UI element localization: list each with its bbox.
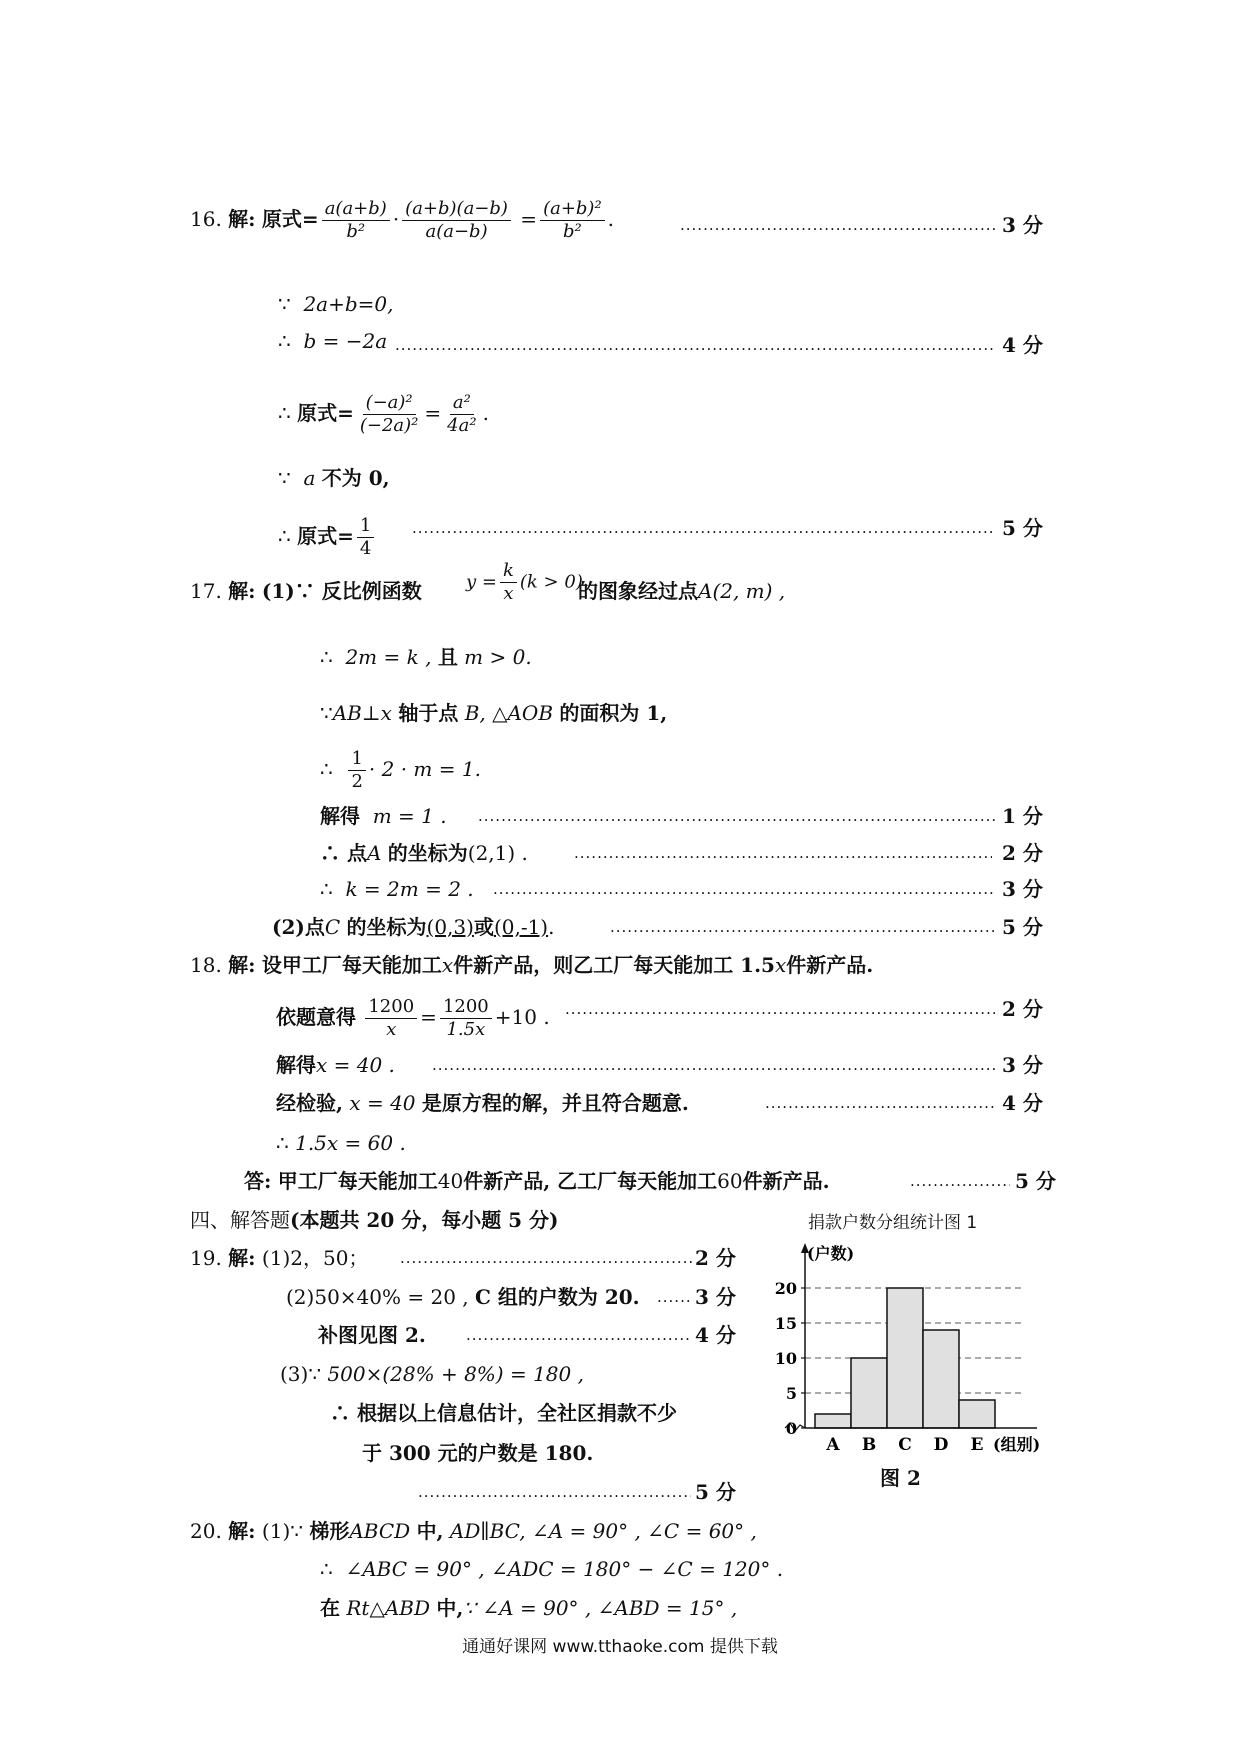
- q18-line-4: 经检验, x = 40 是原方程的解，并且符合题意.: [276, 1091, 689, 1115]
- q18-answer: 答: 甲工厂每天能加工40件新产品, 乙工厂每天能加工60件新产品.: [244, 1169, 830, 1193]
- category-label-B: B: [861, 1435, 877, 1455]
- q17-leader-3: [493, 876, 995, 902]
- q19-line-4: (3)∵ 500×(28% + 8%) = 180 ,: [280, 1362, 584, 1386]
- bar-A: [815, 1414, 851, 1428]
- q17-line-3: ∵AB⊥x 轴于点 B, △AOB 的面积为 1,: [320, 701, 668, 725]
- q17-score-2: 2 分: [1002, 841, 1043, 865]
- q19-line-6: 于 300 元的户数是 180.: [362, 1441, 594, 1465]
- q18-leader-4: [910, 1168, 1010, 1194]
- q16-line-2: ∵ 2a+b=0,: [278, 292, 394, 316]
- q18-score-1: 2 分: [1002, 997, 1043, 1021]
- q16-leader-3: [412, 515, 995, 541]
- q16-line-4: ∴ 原式= $\frac{\text{(−a)²}}{\text{(−2a)²}}$ = $\frac{\text{a²}}{\text{4a²}}$ .: [278, 392, 489, 436]
- q16-score-1: 3 分: [1002, 213, 1043, 237]
- q19-leader-4: [418, 1479, 691, 1505]
- q17-score-3: 3 分: [1002, 877, 1043, 901]
- q18-leader-3: [765, 1090, 995, 1116]
- q16-fraction-2: $\frac{(a+b)(a-b)}{a(a-b)}$: [402, 198, 511, 243]
- q16-score-2: 4 分: [1002, 333, 1043, 357]
- section-4-heading: 四、解答题(本题共 20 分，每小题 5 分): [190, 1208, 559, 1232]
- q16-leader-1: [680, 212, 998, 238]
- q17-line-4: ∴ $\frac{1}{2}$ · 2 · m = 1.: [320, 748, 481, 792]
- q18-score-3: 4 分: [1002, 1091, 1043, 1115]
- q20-line-1: 20. 解: (1)∵ 梯形ABCD 中, AD∥BC, ∠A = 90° , ∠C = 60° ,: [190, 1519, 757, 1543]
- q18-line-3: 解得x = 40 .: [276, 1053, 395, 1077]
- q20-line-3: 在 Rt△ABD 中,∵ ∠A = 90° , ∠ABD = 15° ,: [320, 1596, 738, 1620]
- q19-leader-3: [466, 1322, 691, 1348]
- q17-line-2: ∴ 2m = k , 且 m > 0.: [320, 645, 532, 669]
- figure-caption: 图 2: [880, 1466, 921, 1490]
- q19-line-1: 19. 解: (1)2，50；: [190, 1246, 369, 1270]
- q17-leader-2: [574, 840, 992, 866]
- q16-line-6: ∴ 原式= $\frac{1}{4}$: [278, 515, 377, 560]
- q18-score-4: 5 分: [1015, 1169, 1056, 1193]
- q16-line-5: ∵ a 不为 0,: [278, 466, 390, 490]
- q17-score-1: 1 分: [1002, 804, 1043, 828]
- q16-fraction-3: $\frac{\text{(a+b)²}}{\text{b²}}$: [540, 198, 605, 243]
- q18-score-2: 3 分: [1002, 1053, 1043, 1077]
- q20-line-2: ∴ ∠ABC = 90° , ∠ADC = 180° − ∠C = 120° .: [320, 1557, 784, 1581]
- q18-leader-1: [565, 996, 995, 1022]
- q16-line-1: 16. 解: 原式= $\frac{a(a+b)}{\text{b²}}$ · $\frac{(a+b)(a-b)}{a(a-b)}$ = $\frac{\text{(a+b)²}}{\text{b²}}$ .: [190, 198, 615, 242]
- bar-C: [887, 1288, 923, 1428]
- y-tick-label: 5: [785, 1384, 797, 1403]
- q17-line-1b: 的图象经过点A(2, m) ,: [578, 579, 786, 603]
- q16-jie: 解:: [228, 207, 256, 231]
- q16-number: 16.: [190, 207, 222, 231]
- q18-line-5: ∴ 1.5x = 60 .: [276, 1131, 406, 1155]
- q17-line-6: ∴ 点A 的坐标为(2,1) .: [320, 841, 528, 865]
- chart-title: 捐款户数分组统计图 1: [808, 1213, 978, 1233]
- q19-line-2: (2)50×40% = 20 , C 组的户数为 20.: [286, 1285, 640, 1309]
- q16-yuanshi: 原式=: [261, 207, 319, 231]
- q19-line-5: ∴ 根据以上信息估计，全社区捐款不少: [330, 1401, 677, 1425]
- q19-score-1: 2 分: [695, 1246, 736, 1270]
- y-tick-label: 0: [785, 1419, 797, 1438]
- q18-line-2: 依题意得 $\frac{1200}{x}$ = $\frac{1200}{1.5x}$ +10 .: [276, 996, 550, 1040]
- q16-leader-2: [395, 332, 995, 358]
- q18-line-1: 18. 解: 设甲工厂每天能加工x件新产品，则乙工厂每天能加工 1.5x件新产品.: [190, 953, 874, 977]
- bar-E: [959, 1400, 995, 1428]
- q19-score-2: 3 分: [695, 1285, 736, 1309]
- y-tick-label: 15: [774, 1314, 797, 1333]
- category-label-C: C: [898, 1435, 912, 1455]
- x-axis-label: (组别): [993, 1435, 1041, 1454]
- bar-D: [923, 1330, 959, 1428]
- bar-B: [851, 1358, 887, 1428]
- q17-line-8: (2)点C 的坐标为(0,3)或(0,-1).: [272, 915, 555, 939]
- q16-score-3: 5 分: [1002, 516, 1043, 540]
- bar-chart: [770, 1205, 1050, 1465]
- q17-leader-1: [478, 803, 995, 829]
- q17-line-1: 17. 解: (1)∵ 反比例函数: [190, 579, 422, 603]
- y-axis-label: (户数): [807, 1244, 855, 1263]
- q17-line-7: ∴ k = 2m = 2 .: [320, 877, 474, 901]
- y-tick-label: 10: [774, 1349, 797, 1368]
- q17-score-4: 5 分: [1002, 915, 1043, 939]
- q19-score-3: 4 分: [695, 1323, 736, 1347]
- q18-leader-2: [432, 1052, 995, 1078]
- q19-score-4: 5 分: [695, 1480, 736, 1504]
- q17-function: y = $\frac{k}{x}$ (k > 0): [466, 560, 583, 604]
- q19-leader-1: [400, 1245, 692, 1271]
- page-footer: 通通好课网 www.tthaoke.com 提供下载: [462, 1637, 778, 1657]
- y-tick-label: 20: [774, 1279, 797, 1298]
- q17-leader-4: [610, 914, 995, 940]
- q16-line-3: ∴ b = −2a: [278, 329, 388, 353]
- q19-leader-2: [657, 1284, 691, 1310]
- q16-fraction-1: $\frac{a(a+b)}{\text{b²}}$: [322, 198, 390, 243]
- category-label-D: D: [933, 1435, 949, 1455]
- category-label-E: E: [970, 1435, 984, 1455]
- q17-line-5: 解得 m = 1 .: [320, 804, 447, 828]
- category-label-A: A: [826, 1435, 840, 1455]
- q19-line-3: 补图见图 2.: [318, 1323, 426, 1347]
